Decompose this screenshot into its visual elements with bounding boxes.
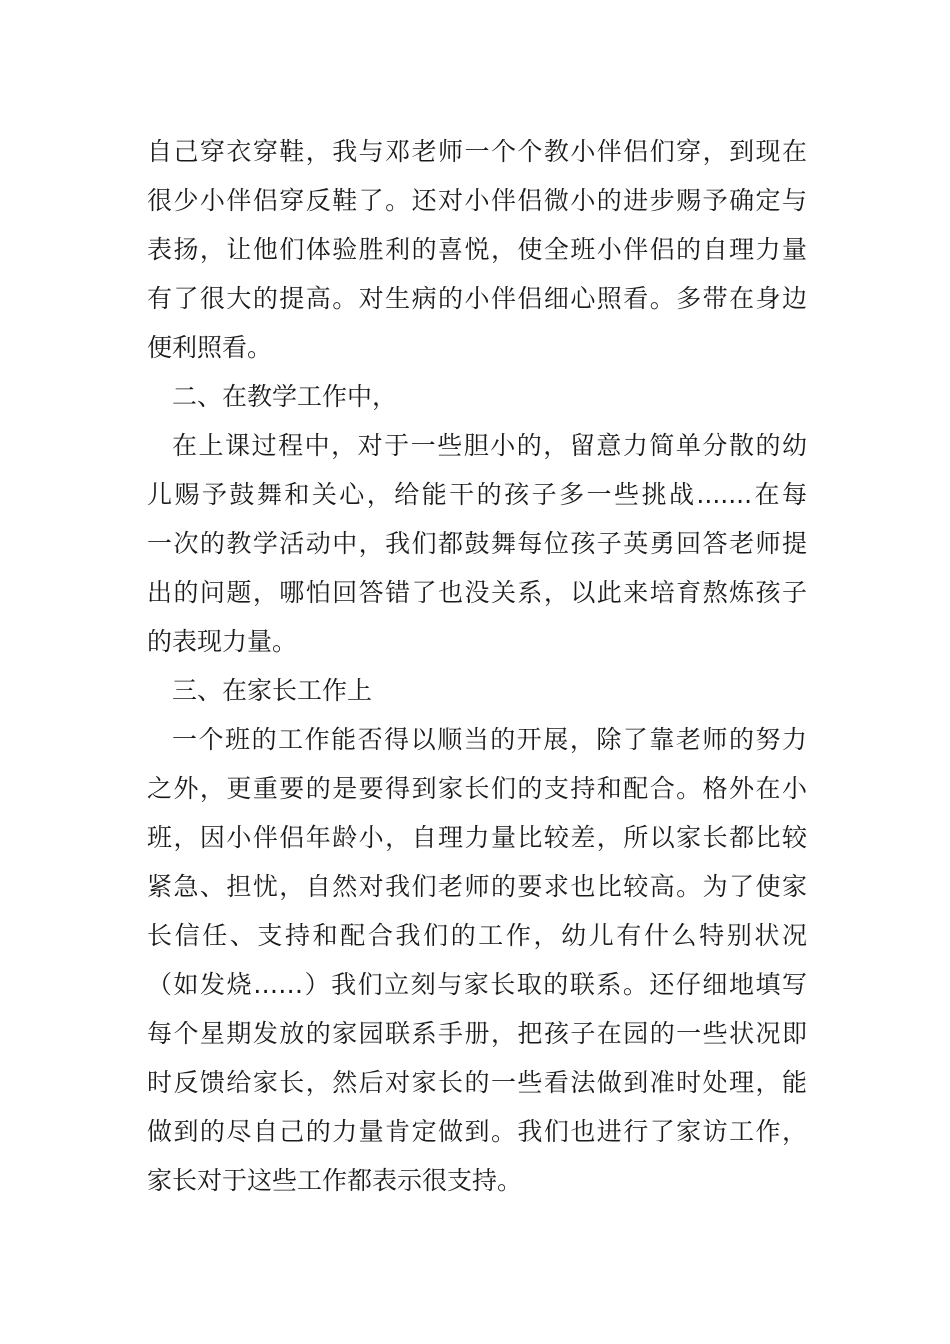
text-line: 在上课过程中，对于一些胆小的，留意力简单分散的幼 [172, 431, 807, 460]
text-line: 一个班的工作能否得以顺当的开展，除了靠老师的努力 [172, 725, 807, 754]
text-line: 的表现力量。 [147, 627, 298, 656]
text-line: 表扬，让他们体验胜利的喜悦，使全班小伴侣的自理力量 [147, 235, 807, 264]
text-line: 很少小伴侣穿反鞋了。还对小伴侣微小的进步赐予确定与 [147, 186, 807, 215]
text-line: 班，因小伴侣年龄小，自理力量比较差，所以家长都比较 [147, 823, 807, 852]
text-line: 之外，更重要的是要得到家长们的支持和配合。格外在小 [147, 774, 807, 803]
text-line: 便利照看。 [147, 333, 273, 362]
text-line: 时反馈给家长，然后对家长的一些看法做到准时处理，能 [147, 1068, 807, 1097]
text-line: 长信任、支持和配合我们的工作，幼儿有什么特别状况 [147, 921, 807, 950]
section-heading: 三、在家长工作上 [172, 676, 373, 705]
text-line: 做到的尽自己的力量肯定做到。我们也进行了家访工作， [147, 1117, 807, 1146]
text-line: 每个星期发放的家园联系手册，把孩子在园的一些状况即 [147, 1019, 807, 1048]
text-line: 有了很大的提高。对生病的小伴侣细心照看。多带在身边 [147, 284, 807, 313]
text-line: 出的问题，哪怕回答错了也没关系，以此来培育熬炼孩子 [147, 578, 807, 607]
text-line: 自己穿衣穿鞋，我与邓老师一个个教小伴侣们穿，到现在 [147, 137, 807, 166]
document-body [147, 127, 807, 1205]
text-line: 儿赐予鼓舞和关心，给能干的孩子多一些挑战.......在每 [147, 480, 807, 509]
text-line: （如发烧……）我们立刻与家长取的联系。还仔细地填写 [147, 970, 807, 999]
text-line: 紧急、担忧，自然对我们老师的要求也比较高。为了使家 [147, 872, 807, 901]
section-heading: 二、在教学工作中， [172, 382, 398, 411]
text-line: 一次的教学活动中，我们都鼓舞每位孩子英勇回答老师提 [147, 529, 807, 558]
text-line: 家长对于这些工作都表示很支持。 [147, 1166, 523, 1195]
